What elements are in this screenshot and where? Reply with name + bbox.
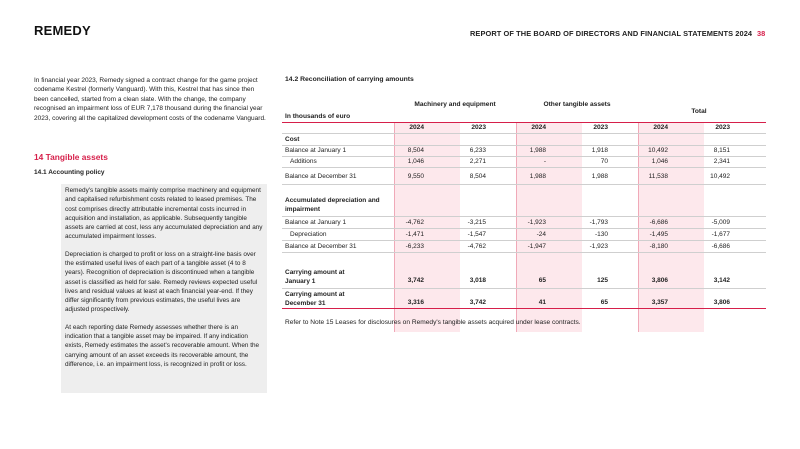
cell: 125: [597, 277, 608, 284]
cell: -6,686: [711, 243, 730, 250]
year-header: 2024: [409, 124, 424, 131]
row-rule: [282, 156, 766, 157]
policy-paragraph: Remedy's tangible assets mainly comprise machinery and equipment and capitalised refurbishment costs related to leased premises. The cost comprises directly attributable incremental costs incurred in acquisition and installation, as applicable. Subsequently tangible assets are carried at cost, less any accumulated depreciation and any accumulated impairment losses.: [65, 187, 263, 241]
cell: 3,806: [713, 299, 730, 306]
cell: -3,215: [467, 219, 486, 226]
cell: -6,233: [405, 243, 424, 250]
cell: 3,142: [713, 277, 730, 284]
cell: 65: [538, 277, 546, 284]
cell: 2,271: [469, 158, 486, 165]
cell: -1,495: [649, 231, 668, 238]
page-number: 38: [757, 29, 766, 38]
unit-label: In thousands of euro: [285, 113, 351, 120]
group-header: Machinery and equipment: [414, 101, 496, 108]
cell: -4,762: [405, 219, 424, 226]
year-header: 2024: [531, 124, 546, 131]
cell: -1,471: [405, 231, 424, 238]
cell: -6,686: [649, 219, 668, 226]
cell: 8,151: [713, 147, 730, 154]
cell: 1,046: [651, 158, 668, 165]
row-label: Balance at January 1: [285, 219, 347, 226]
row-rule: [282, 252, 766, 253]
year-header: 2024: [653, 124, 668, 131]
row-rule: [282, 184, 766, 185]
cell: 65: [600, 299, 608, 306]
section-heading: 14 Tangible assets: [34, 152, 108, 162]
year-header: 2023: [471, 124, 486, 131]
cell: -1,947: [527, 243, 546, 250]
cell: -8,180: [649, 243, 668, 250]
cell: 8,504: [469, 173, 486, 180]
cell: 3,316: [407, 299, 424, 306]
cell: 70: [600, 158, 608, 165]
cell: 11,538: [648, 173, 668, 180]
policy-paragraph: Depreciation is charged to profit or loss on a straight-line basis over the estimated useful lives of each part of a tangible asset (4 to 8 years). Recognition of depreciation is discontinued when a tangible asset is classified as held for sale. Remedy reviews expected useful lives and residual values at least at each financial year-end. If they differ significantly from previous estimates, the useful lives are adjusted prospectively.: [65, 250, 258, 314]
cell: 3,018: [469, 277, 486, 284]
cell: -: [543, 158, 546, 165]
row-label: Depreciation: [290, 231, 327, 238]
group-header: Other tangible assets: [543, 101, 611, 108]
row-label: Cost: [285, 136, 300, 143]
report-title: REPORT OF THE BOARD OF DIRECTORS AND FINANCIAL STATEMENTS 2024: [470, 29, 753, 38]
cell: 3,806: [651, 277, 668, 284]
row-label: Balance at December 31: [285, 173, 357, 180]
table-bottom-rule: [282, 308, 766, 309]
cell: 6,233: [469, 147, 486, 154]
row-label: Additions: [290, 158, 317, 165]
cell: 2,341: [713, 158, 730, 165]
row-rule: [282, 167, 766, 168]
cell: -1,547: [467, 231, 486, 238]
cell: 3,742: [469, 299, 486, 306]
table-note: Refer to Note 15 Leases for disclosures on Remedy's tangible assets acquired under lease contracts.: [285, 319, 581, 326]
cell: 1,918: [591, 147, 608, 154]
row-rule: [282, 145, 766, 146]
row-label: Balance at December 31: [285, 243, 357, 250]
row-label: Carrying amount at January 1: [285, 269, 345, 285]
cell: 8,504: [407, 147, 424, 154]
row-label: Carrying amount at December 31: [285, 291, 345, 307]
year-header: 2023: [593, 124, 608, 131]
row-rule: [282, 228, 766, 229]
cell: -5,009: [711, 219, 730, 226]
cell: -1,923: [589, 243, 608, 250]
cell: 1,988: [529, 173, 546, 180]
policy-paragraph: At each reporting date Remedy assesses whether there is an indication that a tangible asset may be impaired. If any indication exists, Remedy estimates the asset's recoverable amount. When the carrying amount of an asset exceeds its recoverable amount, the difference, i.e. an impairment loss, is recognized in profit or loss.: [65, 323, 260, 368]
cell: -1,923: [527, 219, 546, 226]
subsection-heading: 14.1 Accounting policy: [34, 169, 105, 176]
row-label: Balance at January 1: [285, 147, 347, 154]
row-rule: [282, 288, 766, 289]
cell: -1,677: [711, 231, 730, 238]
cell: 1,988: [529, 147, 546, 154]
company-logo: REMEDY: [34, 23, 91, 38]
cell: -1,793: [589, 219, 608, 226]
accounting-policy-box: [61, 184, 267, 393]
header-rule: [282, 122, 766, 123]
row-rule: [282, 240, 766, 241]
cell: -4,762: [467, 243, 486, 250]
cell: 9,550: [407, 173, 424, 180]
cell: 10,492: [710, 173, 730, 180]
cell: 3,357: [651, 299, 668, 306]
cell: -24: [536, 231, 546, 238]
cell: 41: [538, 299, 546, 306]
group-header: Total: [691, 108, 707, 115]
cell: 1,988: [591, 173, 608, 180]
cell: 10,492: [648, 147, 668, 154]
cell: 1,046: [407, 158, 424, 165]
row-rule: [282, 216, 766, 217]
row-label: Accumulated depreciation and impairment: [285, 197, 380, 213]
year-header: 2023: [715, 124, 730, 131]
row-rule: [282, 133, 766, 134]
table-title: 14.2 Reconciliation of carrying amounts: [285, 76, 414, 83]
cell: 3,742: [407, 277, 424, 284]
intro-paragraph: In financial year 2023, Remedy signed a contract change for the game project codename Kestrel (formerly Vanguard). With this, Kestrel that has since then been cancelled, started from a clean slate. With the change, the company recognised an impairment loss of EUR 7,178 thousand during the financial year 2023, covering all the capitalized development costs of the codename Vanguard.: [34, 77, 266, 122]
cell: -130: [594, 231, 608, 238]
